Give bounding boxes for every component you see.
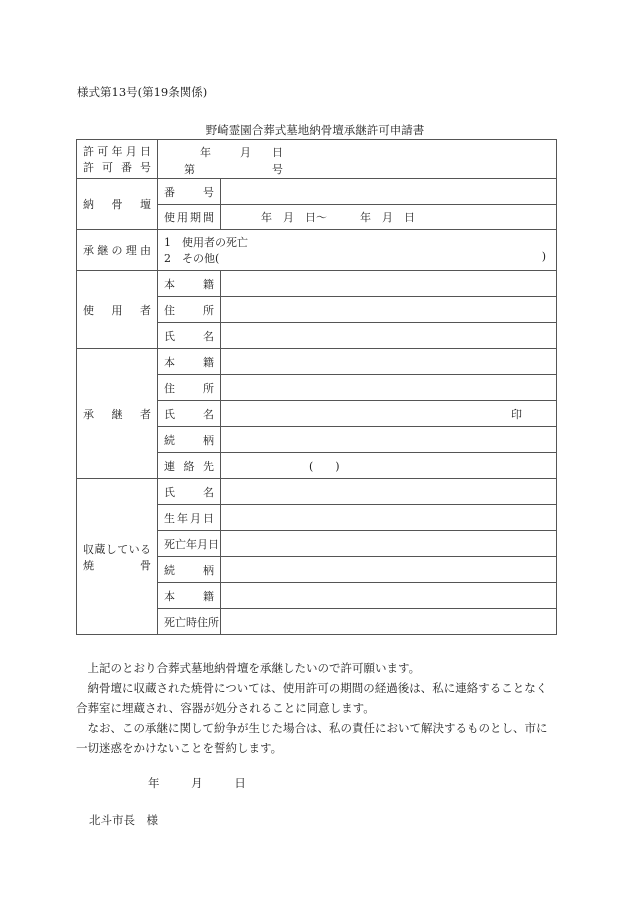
remains-label-line2: 焼骨	[83, 558, 151, 572]
successor-address-value[interactable]	[221, 375, 557, 401]
successor-relation-label: 続柄	[164, 433, 214, 447]
reason-option-2[interactable]: 2 その他(	[164, 252, 220, 265]
user-honseki-label: 本籍	[164, 277, 214, 291]
application-table	[76, 139, 557, 635]
remains-label-cell	[77, 479, 158, 635]
application-day: 日	[234, 776, 246, 790]
user-honseki-value[interactable]	[221, 271, 557, 297]
nokotsudan-label: 納骨壇	[83, 198, 151, 211]
user-name-value[interactable]	[221, 323, 557, 349]
reason-label-cell	[77, 230, 158, 271]
user-address-label: 住所	[164, 303, 214, 317]
user-honseki-row	[77, 271, 557, 297]
successor-honseki-label-cell	[158, 349, 221, 375]
permit-date-label: 許可年月日	[83, 145, 151, 158]
user-honseki-label-cell	[158, 271, 221, 297]
remains-honseki-label: 本籍	[164, 589, 214, 603]
reason-option-1[interactable]: 1 使用者の死亡	[164, 236, 248, 249]
reason-label: 承継の理由	[83, 244, 151, 257]
user-name-label-cell	[158, 323, 221, 349]
remains-death-address-value[interactable]	[221, 609, 557, 635]
permit-number-label: 許可番号	[83, 161, 151, 174]
remains-relation-value[interactable]	[221, 557, 557, 583]
successor-label: 承継者	[83, 407, 151, 421]
remains-deathdate-label: 死亡年月日	[164, 537, 219, 551]
permit-values-cell	[158, 140, 557, 179]
successor-contact-label-cell	[158, 453, 221, 479]
declaration-paragraph-1: 上記のとおり合葬式墓地納骨壇を承継したいので許可願います。	[87, 661, 421, 675]
successor-honseki-value[interactable]	[221, 349, 557, 375]
successor-honseki-row	[77, 349, 557, 375]
remains-birthdate-label: 生年月日	[164, 511, 214, 525]
remains-birthdate-label-cell	[158, 505, 221, 531]
permit-year[interactable]: 年	[200, 146, 211, 159]
user-address-value[interactable]	[221, 297, 557, 323]
permit-no-suffix[interactable]: 号	[272, 163, 283, 176]
remains-name-label: 氏名	[164, 485, 214, 499]
declaration-paragraph-3: なお、この承継に関して紛争が生じた場合は、私の責任において解決するものとし、市に一切迷惑をかけないことを誓約します。	[76, 721, 548, 755]
successor-address-label-cell	[158, 375, 221, 401]
successor-honseki-label: 本籍	[164, 355, 214, 369]
period-label-cell	[158, 205, 221, 230]
period-value: 年 月 日〜 年 月 日	[261, 211, 415, 224]
reason-option-2-close: )	[541, 250, 546, 263]
successor-relation-label-cell	[158, 427, 221, 453]
declaration-text	[76, 658, 558, 758]
addressee: 北斗市長 様	[89, 813, 158, 827]
seal-mark: 印	[511, 407, 522, 421]
successor-name-label-cell	[158, 401, 221, 427]
user-name-label: 氏名	[164, 329, 214, 343]
remains-name-label-cell	[158, 479, 221, 505]
successor-label-cell	[77, 349, 158, 479]
user-label: 使用者	[83, 303, 151, 317]
successor-relation-value[interactable]	[221, 427, 557, 453]
application-date[interactable]	[148, 775, 246, 791]
permit-row	[77, 140, 557, 179]
user-address-label-cell	[158, 297, 221, 323]
user-label-cell	[77, 271, 158, 349]
nokotsudan-label-cell	[77, 179, 158, 230]
nokotsudan-number-label-cell	[158, 179, 221, 205]
remains-name-row	[77, 479, 557, 505]
remains-relation-label-cell	[158, 557, 221, 583]
form-number: 様式第13号(第19条関係)	[77, 85, 208, 99]
remains-honseki-value[interactable]	[221, 583, 557, 609]
remains-relation-label: 続柄	[164, 563, 214, 577]
permit-day[interactable]: 日	[272, 146, 283, 159]
remains-label-line1: 収蔵している	[83, 542, 151, 556]
application-year: 年	[148, 776, 160, 790]
application-month: 月	[191, 776, 203, 790]
declaration-paragraph-2: 納骨壇に収蔵された焼骨については、使用許可の期間の経過後は、私に連絡することなく合葬室に埋蔵され、容器が処分されることに同意します。	[76, 681, 548, 715]
successor-name-value[interactable]	[221, 401, 557, 427]
successor-contact-value[interactable]	[221, 453, 557, 479]
reason-row	[77, 230, 557, 271]
nokotsudan-number-label: 番号	[164, 185, 214, 199]
remains-deathdate-value[interactable]	[221, 531, 557, 557]
nokotsudan-number-value[interactable]	[221, 179, 557, 205]
permit-month[interactable]: 月	[240, 146, 251, 159]
reason-options-cell	[158, 230, 557, 271]
permit-no-prefix[interactable]: 第	[184, 163, 195, 176]
remains-death-address-label: 死亡時住所	[164, 615, 219, 629]
remains-death-address-label-cell	[158, 609, 221, 635]
period-value-cell[interactable]	[221, 205, 557, 230]
successor-contact-label: 連絡先	[164, 459, 214, 473]
remains-honseki-label-cell	[158, 583, 221, 609]
period-label: 使用期間	[164, 211, 214, 224]
remains-name-value[interactable]	[221, 479, 557, 505]
remains-birthdate-value[interactable]	[221, 505, 557, 531]
successor-name-label: 氏名	[164, 407, 214, 421]
successor-address-label: 住所	[164, 381, 214, 395]
nokotsudan-number-row	[77, 179, 557, 205]
document-title: 野崎霊園合葬式墓地納骨壇承継許可申請書	[205, 123, 425, 137]
permit-labels-cell	[77, 140, 158, 179]
remains-deathdate-label-cell	[158, 531, 221, 557]
contact-parentheses: ( )	[309, 459, 340, 473]
